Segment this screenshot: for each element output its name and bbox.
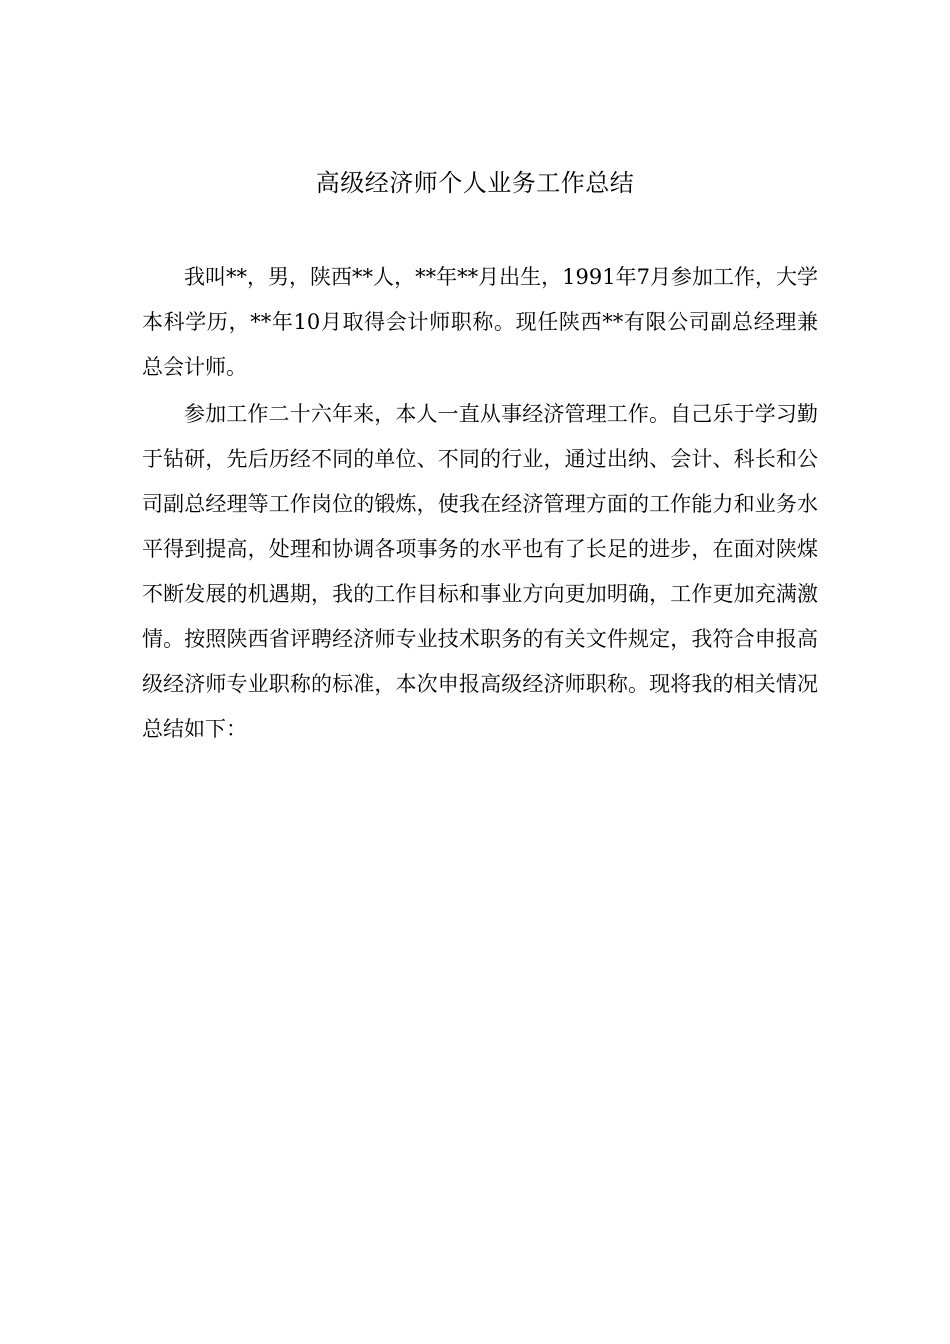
paragraph-personal-info: 我叫**，男，陕西**人，**年**月出生，1991年7月参加工作，大学本科学历，**年10月取得会计师职称。现任陕西**有限公司副总经理兼总会计师。 (142, 265, 818, 379)
document-title: 高级经济师个人业务工作总结 (315, 169, 635, 197)
document-body (142, 255, 818, 754)
paragraph-work-experience: 参加工作二十六年来，本人一直从事经济管理工作。自己乐于学习勤于钻研，先后历经不同的单位、不同的行业，通过出纳、会计、科长和公司副总经理等工作岗位的锻炼，使我在经济管理方面的工作能力和业务水平得到提高，处理和协调各项事务的水平也有了长足的进步，在面对陕煤不断发展的机遇期，我的工作目标和事业方向更加明确，工作更加充满激情。按照陕西省评聘经济师专业技术职务的有关文件规定，我符合申报高级经济师专业职称的标准，本次申报高级经济师职称。现将我的相关情况总结如下： (142, 402, 818, 741)
